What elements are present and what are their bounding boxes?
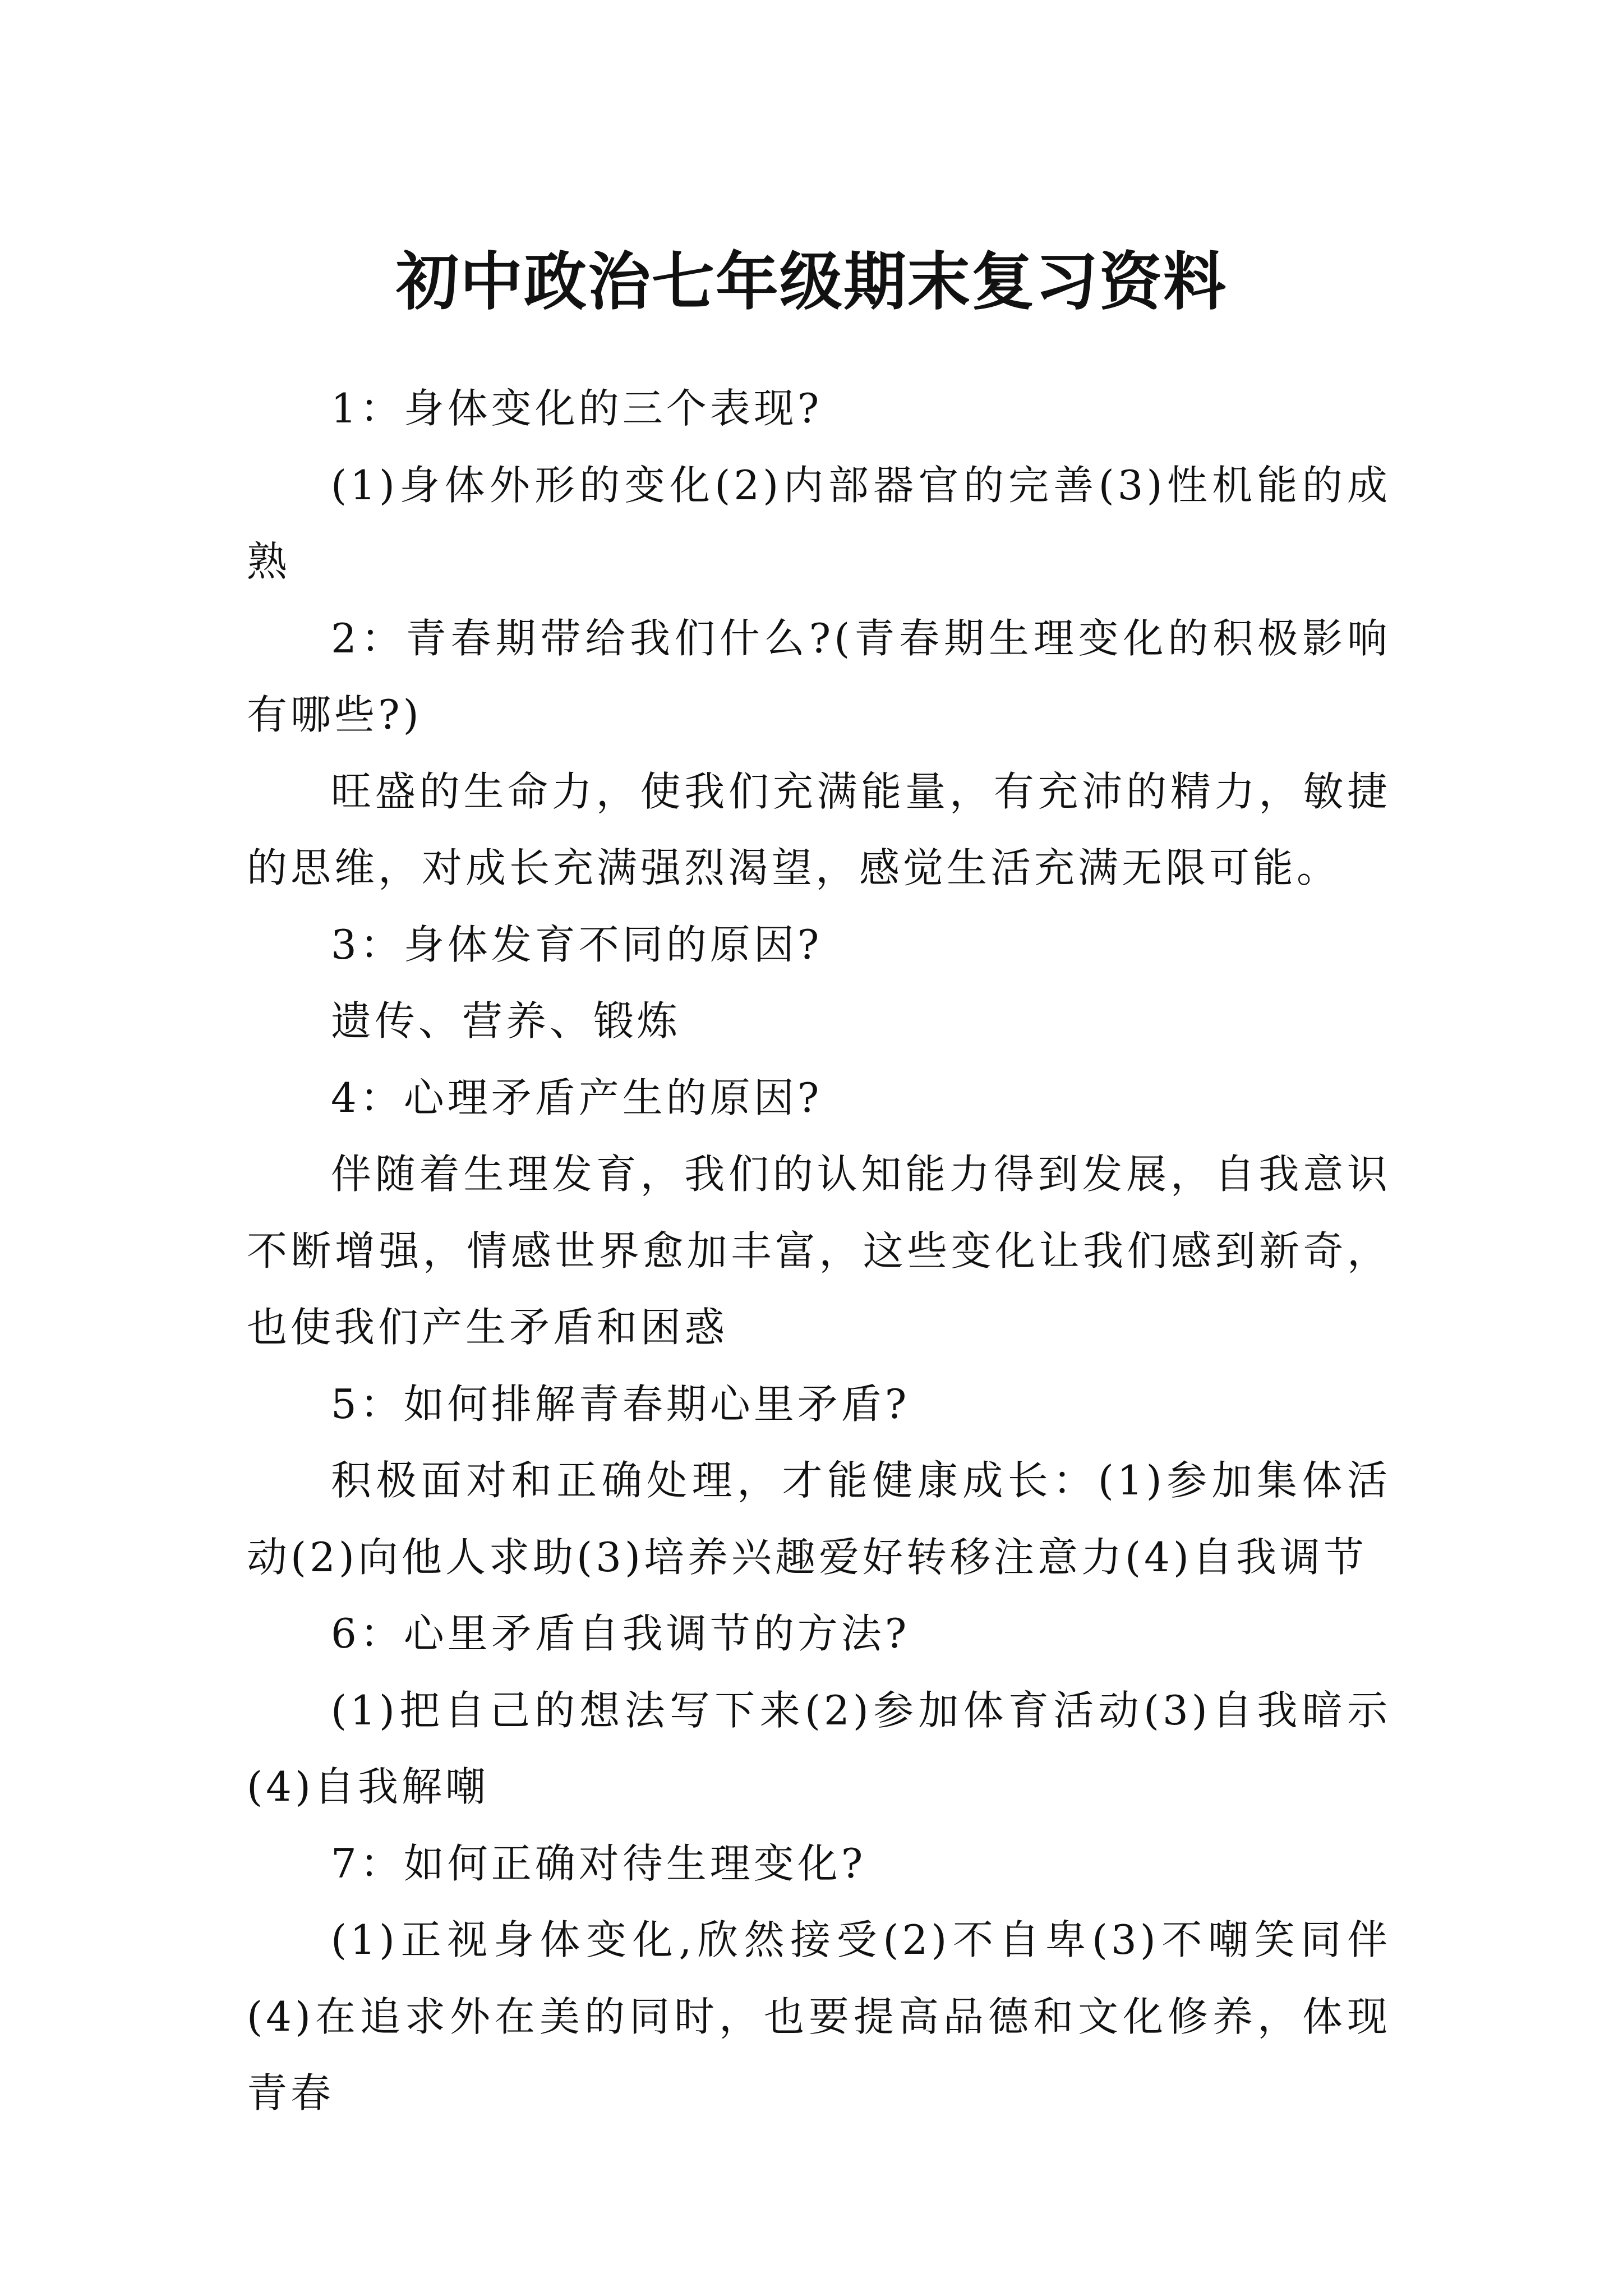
question-2: 2：青春期带给我们什么?(青春期生理变化的积极影响有哪些?) xyxy=(247,614,1391,738)
question-4: 4：心理矛盾产生的原因? xyxy=(331,1074,823,1121)
answer-2: 旺盛的生命力，使我们充满能量，有充沛的精力，敏捷的思维，对成长充满强烈渴望，感觉生活充满无限可能。 xyxy=(247,767,1391,891)
answer-6: (1)把自己的想法写下来(2)参加体育活动(3)自我暗示(4)自我解嘲 xyxy=(247,1686,1391,1810)
answer-5: 积极面对和正确处理，才能健康成长：(1)参加集体活动(2)向他人求助(3)培养兴趣爱好转移注意力(4)自我调节 xyxy=(247,1457,1391,1581)
answer-3: 遗传、营养、锻炼 xyxy=(331,997,681,1045)
document-body xyxy=(247,370,1391,2132)
question-5: 5：如何排解青春期心里矛盾? xyxy=(331,1380,910,1428)
document-title: 初中政治七年级期末复习资料 xyxy=(396,245,1227,319)
question-7: 7：如何正确对待生理变化? xyxy=(331,1839,866,1887)
question-1: 1：身体变化的三个表现? xyxy=(331,385,823,432)
answer-4: 伴随着生理发育，我们的认知能力得到发展，自我意识不断增强，情感世界愈加丰富，这些变化让我们感到新奇，也使我们产生矛盾和困惑 xyxy=(247,1151,1391,1351)
answer-7: (1)正视身体变化,欣然接受(2)不自卑(3)不嘲笑同伴(4)在追求外在美的同时，也要提高品德和文化修养，体现青春 xyxy=(247,1916,1391,2116)
question-3: 3：身体发育不同的原因? xyxy=(331,921,823,968)
answer-1: (1)身体外形的变化(2)内部器官的完善(3)性机能的成熟 xyxy=(247,461,1391,585)
question-6: 6：心里矛盾自我调节的方法? xyxy=(331,1610,910,1657)
